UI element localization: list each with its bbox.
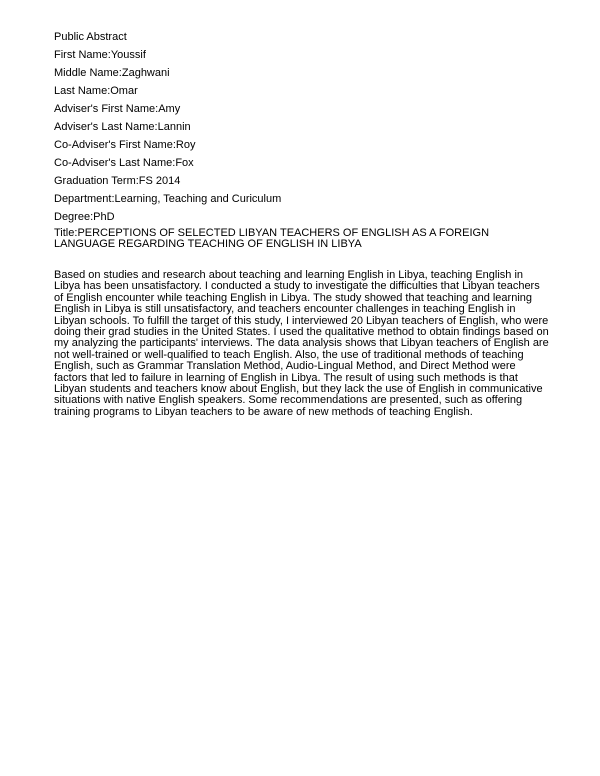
abstract-text: Based on studies and research about teaching and learning English in Libya, teaching English in Libya has been unsatisfactory. I conducted a study to investigate the difficulties that Libyan teachers of English encounter while teaching English in Libya. The study showed that teaching and learning English in Libya is still unsatisfactory, and teachers encounter challenges in teaching English in Libyan schools. To fulfill the target of this study, I interviewed 20 Libyan teachers of English, who were doing their grad studies in the United States. I used the qualitative method to obtain findings based on my analyzing the participants' interviews. The data analysis shows that Libyan teachers of English are not well-trained or well-qualified to teach English. Also, the use of traditional methods of teaching English, such as Grammar Translation Method, Audio-Lingual Method, and Direct Method were factors that led to failure in learning of English in Libya. The result of using such methods is that Libyan students and teachers know about English, but they lack the use of English in communicative situations with native English speakers. Some recommendations are presented, such as offering training programs to Libyan teachers to be aware of new methods of teaching English. [54,269,549,418]
field-value: Roy [175,139,196,151]
field-label: Co-Adviser's Last Name: [54,157,176,169]
title-field [54,228,550,250]
field-value: Youssif [110,49,146,61]
field-value: Amy [158,103,181,115]
co-adviser-last-name-field [54,156,550,170]
title-value: PERCEPTIONS OF SELECTED LIBYAN TEACHERS OF ENGLISH AS A FOREIGN LANGUAGE REGARDING TEACHING OF ENGLISH IN LIBYA [54,227,490,250]
document-heading: Public Abstract [54,31,127,43]
adviser-last-name-field [54,120,550,134]
field-label: Co-Adviser's First Name: [54,139,176,151]
field-value: Lannin [157,121,191,133]
field-value: Fox [175,157,194,169]
field-label: Middle Name: [54,67,122,79]
field-value: PhD [93,211,115,223]
field-value: Learning, Teaching and Curiculum [114,193,282,205]
field-label: Adviser's First Name: [54,103,159,115]
adviser-first-name-field [54,102,550,116]
field-label: Degree: [54,211,94,223]
field-label: Last Name: [54,85,111,97]
co-adviser-first-name-field [54,138,550,152]
last-name-field [54,84,550,98]
field-label: First Name: [54,49,111,61]
field-value: Zaghwani [121,67,170,79]
field-value: Omar [110,85,138,97]
field-label: Graduation Term: [54,175,139,187]
graduation-term-field [54,174,550,188]
title-label: Title: [54,227,78,239]
degree-field [54,210,550,224]
middle-name-field [54,66,550,80]
document-page [54,30,550,418]
department-field [54,192,550,206]
field-label: Department: [54,193,115,205]
field-label: Adviser's Last Name: [54,121,158,133]
first-name-field [54,48,550,62]
field-value: FS 2014 [138,175,181,187]
